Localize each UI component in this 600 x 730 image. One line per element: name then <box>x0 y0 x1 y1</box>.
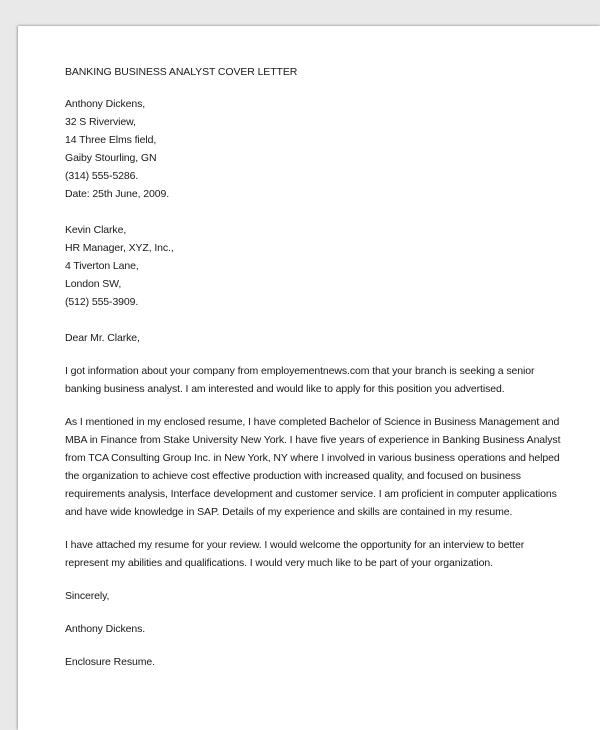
paragraph-line: banking business analyst. I am interested and would like to apply for this position you advertised. <box>65 383 505 395</box>
sender-line: Gaiby Stourling, GN <box>65 152 157 164</box>
letter-title: BANKING BUSINESS ANALYST COVER LETTER <box>65 66 298 78</box>
paragraph-intro <box>65 362 565 398</box>
paragraph-line: I got information about your company from employementnews.com that your branch is seeking a senior <box>65 365 535 377</box>
closing: Sincerely, <box>65 590 110 602</box>
paragraph-line: represent my abilities and qualifications. I would very much like to be part of your organization. <box>65 557 493 569</box>
recipient-line: London SW, <box>65 278 122 290</box>
paragraph-line: the organization to achieve cost effective production with increased quality, and focused on business <box>65 470 521 482</box>
paragraph-line: MBA in Finance from Stake University New York. I have five years of experience in Banking Business Analyst <box>65 434 561 446</box>
sender-address <box>65 95 565 203</box>
recipient-address <box>65 221 565 311</box>
recipient-line: HR Manager, XYZ, Inc., <box>65 242 174 254</box>
document-page <box>18 26 600 730</box>
recipient-line: 4 Tiverton Lane, <box>65 260 139 272</box>
sender-line: (314) 555-5286. <box>65 170 139 182</box>
letter-body <box>65 63 565 671</box>
paragraph-line: requirements analysis, Interface development and customer service. I am proficient in computer applications <box>65 488 557 500</box>
enclosure-note: Enclosure Resume. <box>65 656 155 668</box>
paragraph-line: As I mentioned in my enclosed resume, I have completed Bachelor of Science in Business Management and <box>65 416 560 428</box>
recipient-line: Kevin Clarke, <box>65 224 127 236</box>
paragraph-line: I have attached my resume for your review. I would welcome the opportunity for an interview to better <box>65 539 525 551</box>
paragraph-experience <box>65 413 565 521</box>
paragraph-line: and have wide knowledge in SAP. Details of my experience and skills are contained in my resume. <box>65 506 513 518</box>
recipient-line: (512) 555-3909. <box>65 296 139 308</box>
salutation: Dear Mr. Clarke, <box>65 332 140 344</box>
sender-line: Anthony Dickens, <box>65 98 146 110</box>
sender-line: 14 Three Elms field, <box>65 134 157 146</box>
sender-line: 32 S Riverview, <box>65 116 136 128</box>
paragraph-closing <box>65 536 565 572</box>
signature: Anthony Dickens. <box>65 623 146 635</box>
sender-date: Date: 25th June, 2009. <box>65 188 170 200</box>
paragraph-line: from TCA Consulting Group Inc. in New York, NY where I involved in various business operations and helped <box>65 452 560 464</box>
